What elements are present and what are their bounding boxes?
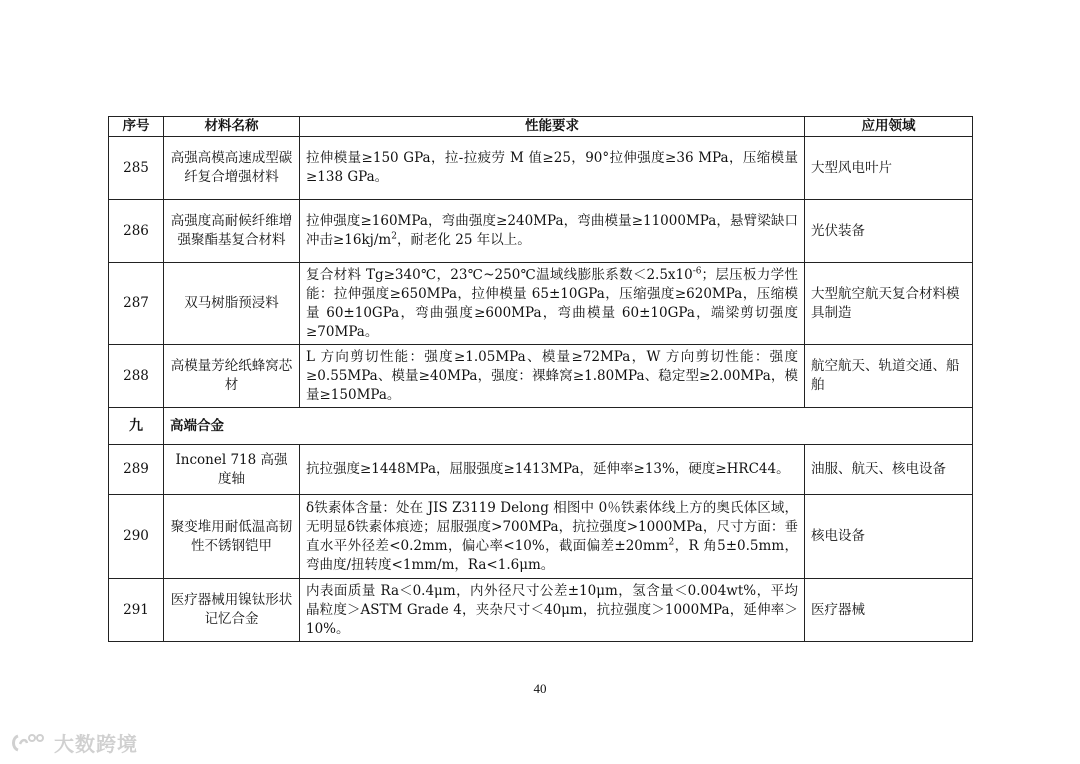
row-id: 286 — [109, 200, 164, 263]
header-application: 应用领域 — [805, 117, 973, 137]
row-material-name: 聚变堆用耐低温高韧性不锈钢铠甲 — [164, 495, 300, 579]
row-application: 大型航空航天复合材料模具制造 — [805, 263, 973, 345]
page-number: 40 — [533, 681, 547, 696]
row-application: 航空航天、轨道交通、船舶 — [805, 345, 973, 408]
table-row — [109, 345, 973, 408]
row-application: 大型风电叶片 — [805, 137, 973, 200]
row-material-name: 医疗器械用镍钛形状记忆合金 — [164, 579, 300, 642]
table-header-row — [109, 117, 973, 137]
row-material-name: 双马树脂预浸料 — [164, 263, 300, 345]
row-performance: 复合材料 Tg≥340℃，23℃~250℃温域线膨胀系数$<2.5x10^{-6}$；层压板力学性能：拉伸强度≥650MPa，拉伸模量 65±10GPa，压缩强度≥620MPa，压缩模量 60±10GPa，弯曲强度≥600MPa，弯曲模量 60±10GPa，端梁剪切强度≥70MPa。 — [300, 263, 805, 345]
table-row — [109, 445, 973, 495]
row-material-name: 高模量芳纶纸蜂窝芯材 — [164, 345, 300, 408]
header-id: 序号 — [109, 117, 164, 137]
section-number: 九 — [109, 408, 164, 445]
section-row — [109, 408, 973, 445]
table-row — [109, 263, 973, 345]
header-name: 材料名称 — [164, 117, 300, 137]
row-application: 光伏装备 — [805, 200, 973, 263]
row-performance: L 方向剪切性能：强度≥1.05MPa、模量≥72MPa，W 方向剪切性能：强度≥0.55MPa、模量≥40MPa，强度：裸蜂窝≥1.80MPa、稳定型≥2.00MPa，模量≥150MPa。 — [300, 345, 805, 408]
row-performance: 拉伸强度≥160MPa，弯曲强度≥240MPa，弯曲模量≥11000MPa，悬臂梁缺口冲击$\ge 16kj/m^2$，耐老化 25 年以上。 — [300, 200, 805, 263]
table-row — [109, 579, 973, 642]
row-application: 核电设备 — [805, 495, 973, 579]
row-material-name: 高强度高耐候纤维增强聚酯基复合材料 — [164, 200, 300, 263]
row-performance: δ铁素体含量：处在 JIS Z3119 Delong 相图中 0％铁素体线上方的奥氏体区域，无明显δ铁素体痕迹；屈服强度>700MPa，抗拉强度>1000MPa，尺寸方面：垂直水平外径差<0.2mm，偏心率<10%，截面偏差$\pm 20mm^2$，R 角5±0.5mm，弯曲度/扭转度<1mm/m，Ra<1.6μm。 — [300, 495, 805, 579]
header-performance: 性能要求 — [300, 117, 805, 137]
watermark — [10, 728, 138, 757]
row-id: 290 — [109, 495, 164, 579]
row-performance: 抗拉强度≥1448MPa，屈服强度≥1413MPa，延伸率≥13%，硬度≥HRC44。 — [300, 445, 805, 495]
row-application: 医疗器械 — [805, 579, 973, 642]
row-performance: 拉伸模量≥150 GPa，拉-拉疲劳 M 值≥25，90°拉伸强度≥36 MPa，压缩模量≥138 GPa。 — [300, 137, 805, 200]
row-application: 油服、航天、核电设备 — [805, 445, 973, 495]
row-id: 287 — [109, 263, 164, 345]
row-id: 288 — [109, 345, 164, 408]
table-row — [109, 137, 973, 200]
materials-table — [108, 116, 973, 642]
row-material-name: Inconel 718 高强度轴 — [164, 445, 300, 495]
watermark-text: 大数跨境 — [54, 732, 138, 756]
table-row — [109, 200, 973, 263]
watermark-logo-icon — [10, 730, 50, 756]
row-id: 289 — [109, 445, 164, 495]
section-title: 高端合金 — [164, 408, 973, 445]
row-id: 285 — [109, 137, 164, 200]
row-id: 291 — [109, 579, 164, 642]
row-material-name: 高强高模高速成型碳纤复合增强材料 — [164, 137, 300, 200]
table-row — [109, 495, 973, 579]
row-performance: 内表面质量 Ra＜0.4μm，内外径尺寸公差±10μm，氢含量＜0.004wt%，平均晶粒度＞ASTM Grade 4，夹杂尺寸＜40μm，抗拉强度＞1000MPa，延伸率＞10%。 — [300, 579, 805, 642]
